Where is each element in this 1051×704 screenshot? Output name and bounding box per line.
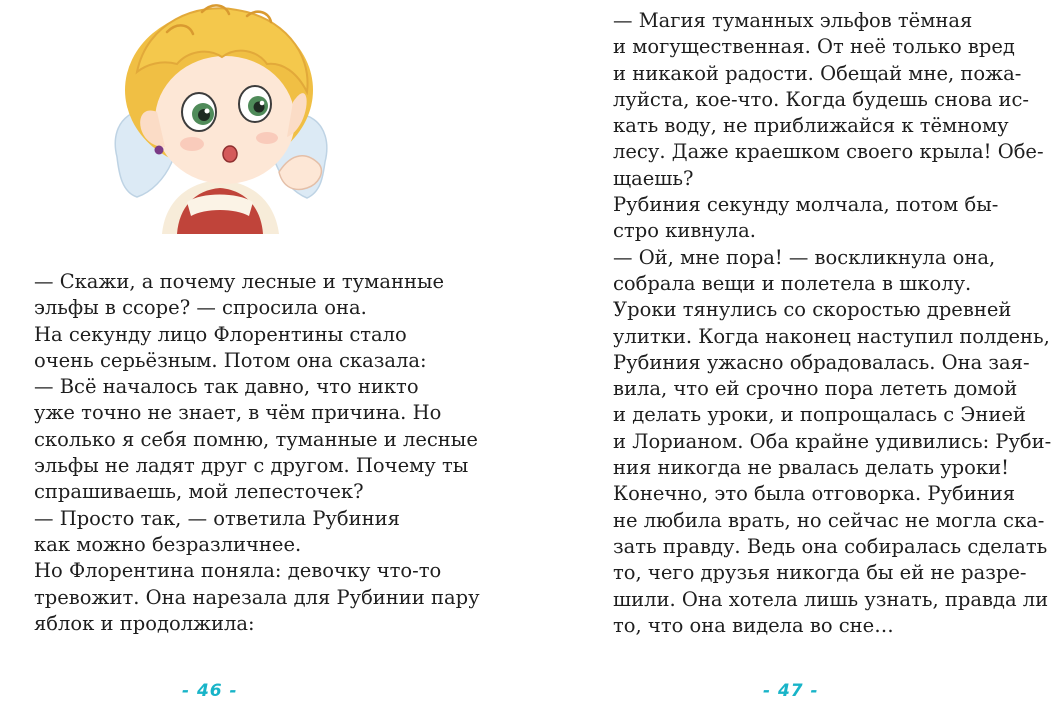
- paragraph: [581, 297, 1051, 481]
- page-number: - 46 -: [182, 681, 238, 701]
- right-page-text: [581, 8, 1051, 639]
- text-line: лесу. Даже краешком своего крыла! Обе-: [613, 140, 1044, 164]
- text-line: стро кивнула.: [613, 219, 756, 243]
- paragraph: [2, 558, 480, 637]
- paragraph: [2, 374, 478, 505]
- paragraph: [2, 269, 445, 322]
- paragraph: [581, 481, 1049, 639]
- text-line: — Скажи, а почему лесные и туманные: [34, 270, 445, 293]
- text-line: как можно безразличнее.: [34, 532, 302, 556]
- paragraph: [581, 8, 1044, 192]
- text-line: ния никогда не рвалась делать уроки!: [613, 456, 1009, 480]
- text-line: — Ой, мне пора! — воскликнула она,: [613, 245, 996, 269]
- text-line: и никакой радости. Обещай мне, пожа-: [613, 61, 1022, 85]
- right-page: [500, 0, 1051, 704]
- text-line: и могущественная. От неё только вред: [613, 35, 1015, 59]
- text-line: щаешь?: [613, 166, 694, 190]
- text-line: кать воду, не приближайся к тёмному: [613, 114, 1009, 138]
- left-page-text: [2, 269, 480, 637]
- text-line: зать правду. Ведь она собиралась сделать: [613, 534, 1048, 558]
- text-line: спрашиваешь, мой лепесточек?: [34, 480, 364, 504]
- text-line: не любила врать, но сейчас не могла ска-: [613, 508, 1045, 532]
- text-line: Но Флорентина поняла: девочку что-то: [34, 559, 442, 583]
- text-line: яблок и продолжила:: [34, 611, 255, 635]
- text-line: тревожит. Она нарезала для Рубинии пару: [34, 585, 480, 609]
- paragraph: [2, 322, 427, 375]
- text-line: эльфы не ладят друг с другом. Почему ты: [34, 454, 469, 478]
- text-line: вила, что ей срочно пора лететь домой: [613, 377, 1018, 401]
- text-line: уже точно не знает, в чём причина. Но: [34, 401, 442, 425]
- text-line: Рубиния секунду молчала, потом бы-: [613, 193, 999, 217]
- paragraph: [581, 192, 999, 245]
- left-page: [0, 0, 500, 704]
- text-line: и Лорианом. Оба крайне удивились: Руби-: [613, 429, 1051, 453]
- text-line: — Всё началось так давно, что никто: [34, 375, 419, 399]
- text-line: то, чего друзья никогда бы ей не разре-: [613, 561, 1027, 585]
- text-line: Рубиния ужасно обрадовалась. Она зая-: [613, 350, 1030, 374]
- text-line: то, что она видела во сне…: [613, 613, 894, 637]
- fairy-illustration: [107, 2, 333, 234]
- text-line: собрала вещи и полетела в школу.: [613, 271, 972, 295]
- text-line: сколько я себя помню, туманные и лесные: [34, 427, 478, 451]
- text-line: На секунду лицо Флорентины стало: [34, 322, 407, 346]
- text-line: и делать уроки, и попрощалась с Энией: [613, 403, 1026, 427]
- text-line: улитки. Когда наконец наступил полдень,: [613, 324, 1050, 348]
- page-number: - 47 -: [763, 681, 819, 701]
- text-line: — Просто так, — ответила Рубиния: [34, 506, 400, 530]
- paragraph: [2, 506, 421, 559]
- text-line: эльфы в ссоре? — спросила она.: [34, 296, 367, 320]
- text-line: луйста, кое-что. Когда будешь снова ис-: [613, 87, 1030, 111]
- text-line: Конечно, это была отговорка. Рубиния: [613, 482, 1016, 506]
- text-line: очень серьёзным. Потом она сказала:: [34, 348, 427, 372]
- paragraph: [581, 245, 999, 298]
- text-line: — Магия туманных эльфов тёмная: [613, 9, 973, 32]
- text-line: шили. Она хотела лишь узнать, правда ли: [613, 587, 1049, 611]
- text-line: Уроки тянулись со скоростью древней: [613, 298, 1012, 322]
